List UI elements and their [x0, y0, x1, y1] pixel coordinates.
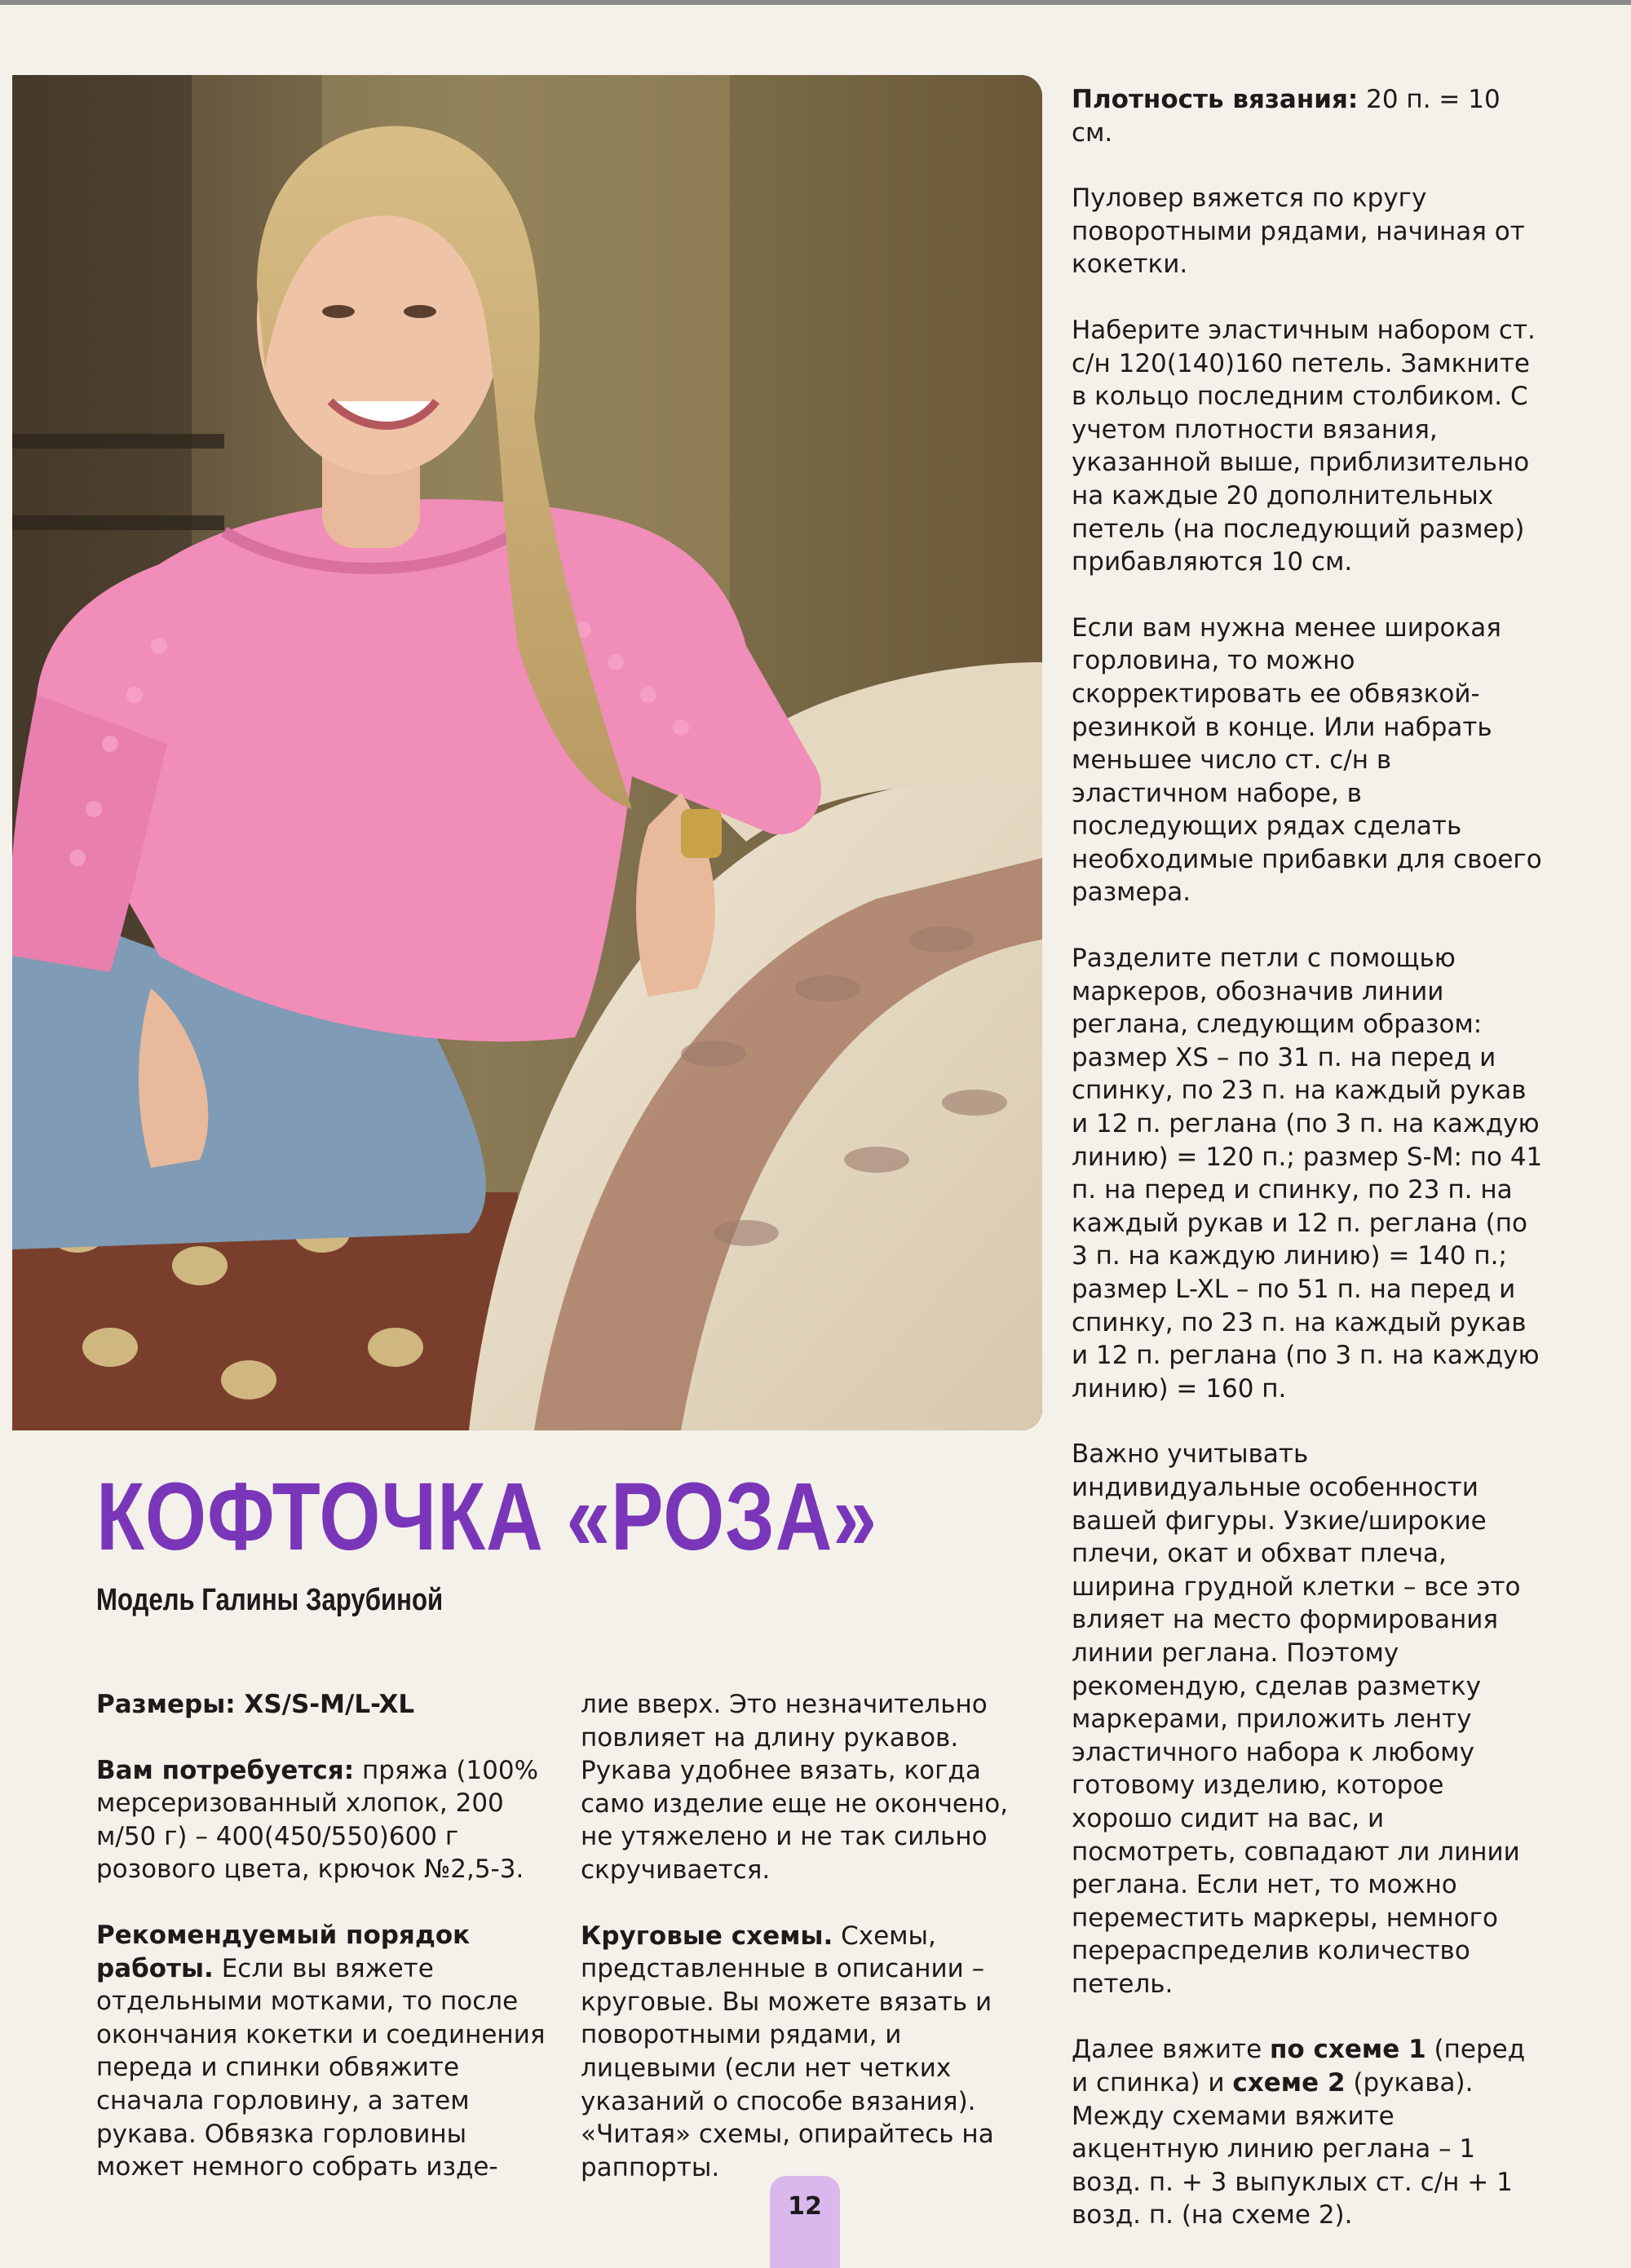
- materials-paragraph: [96, 1754, 561, 1886]
- order-label: Рекомендуемый порядок работы.: [96, 1920, 471, 1983]
- scheme-2-ref: схеме 2: [1232, 2068, 1346, 2098]
- sizes-value: XS/S-M/L-XL: [235, 1690, 415, 1719]
- scheme-text-e: (рукава). Между схемами вяжите акцентную линию реглана – 1 возд. п. + 3 выпуклых ст. с/н + 1 возд. п. (на схеме 2).: [1072, 2068, 1513, 2230]
- markers-paragraph: Разделите петли с помощью маркеров, обозначив линии реглана, следующим образом: размер XS – по 31 п. на перед и спинку, по 23 п. на каждый рукав и 12 п. реглана (по 3 п. на каждую линию) = 120 п.; размер S-M: по 41 п. на перед и спинку, по 23 п. на каждый рукав и 12 п. реглана (по 3 п. на каждую линию) = 140 п.; размер L-XL – по 51 п. на перед и спинку, по 23 п. на каждый рукав и 12 п. реглана (по 3 п. на каждую линию) = 160 п.: [1072, 944, 1543, 1404]
- cast-on-paragraph: Наберите эластичным набором ст. с/н 120(140)160 петель. Замкните в кольцо последним столбиком. С учетом плотности вязания, указанной выше, приблизительно на каждые 20 дополнительных петель (на последующий размер) прибавляются 10 см.: [1072, 315, 1536, 577]
- article-title: КОФТОЧКА «РОЗА»: [96, 1463, 877, 1571]
- schemes-label: Круговые схемы.: [581, 1921, 833, 1951]
- photo-illustration: [12, 75, 1042, 1430]
- density-paragraph: [1072, 83, 1543, 149]
- order-paragraph: [96, 1919, 561, 2184]
- materials-text: пряжа (100% мерсеризованный хлопок, 200 м/50 г) – 400(450/550)600 г розового цвета, крючок №2,5-3.: [96, 1755, 539, 1885]
- sizes-paragraph: [96, 1688, 561, 1722]
- density-text: 20 п. = 10 см.: [1072, 85, 1501, 148]
- density-label: Плотность вязания:: [1072, 85, 1359, 114]
- neckline-paragraph: Если вам нужна менее широкая горловина, то можно скорректировать ее обвязкой-резинкой в конце. Или набрать меньшее число ст. с/н в эластичном наборе, в последующих рядах сделать необходимые прибавки для своего размера.: [1072, 612, 1542, 908]
- order-text: Если вы вяжете отдельными мотками, то после окончания кокетки и соединения переда и спинки обвяжите сначала горловину, а затем рукава. Обвязка горловины может немного собрать изде-: [96, 1953, 546, 2182]
- top-rule: [0, 0, 1631, 5]
- scheme-text-c: (перед и спинка) и: [1072, 2035, 1526, 2098]
- sizes-label: Размеры:: [96, 1690, 236, 1719]
- materials-label: Вам потребуется:: [96, 1755, 355, 1785]
- article-author: Модель Галины Зарубиной: [96, 1583, 444, 1617]
- text-column-left: [96, 1688, 561, 2184]
- page-number: 12: [788, 2192, 822, 2221]
- schemes-paragraph: [581, 1920, 1037, 2185]
- continuation-paragraph: лие вверх. Это незначительно повлияет на длину рукавов. Рукава удобнее вязать, когда само изделие еще не окончено, не утяжелено и не так сильно скручивается.: [581, 1690, 1009, 1885]
- text-column-middle: [581, 1688, 1037, 2184]
- text-column-right: [1072, 83, 1543, 2232]
- intro-paragraph: Пуловер вяжется по кругу поворотными рядами, начиная от кокетки.: [1072, 183, 1525, 280]
- scheme-1-ref: по схеме 1: [1270, 2035, 1426, 2065]
- scheme-text-a: Далее вяжите: [1072, 2035, 1271, 2065]
- schemes-text: Схемы, представленные в описании – круговые. Вы можете вязать и поворотными рядами, и лицевыми (если нет четких указаний о способе вязания). «Читая» схемы, опирайтесь на раппорты.: [581, 1921, 994, 2182]
- fit-paragraph: Важно учитывать индивидуальные особенности вашей фигуры. Узкие/широкие плечи, окат и обхват плеча, ширина грудной клетки – все это влияет на место формирования линии реглана. Поэтому рекомендую, сделав разметку маркерами, приложить ленту эластичного набора к любому готовому изделию, которое хорошо сидит на вас, и посмотреть, совпадают ли линии реглана. Если нет, то можно переместить маркеры, немного перераспределив количество петель.: [1072, 1439, 1521, 1999]
- page-number-tab: [770, 2176, 840, 2268]
- schemes-order-paragraph: [1072, 2033, 1543, 2232]
- model-photo: [12, 75, 1042, 1430]
